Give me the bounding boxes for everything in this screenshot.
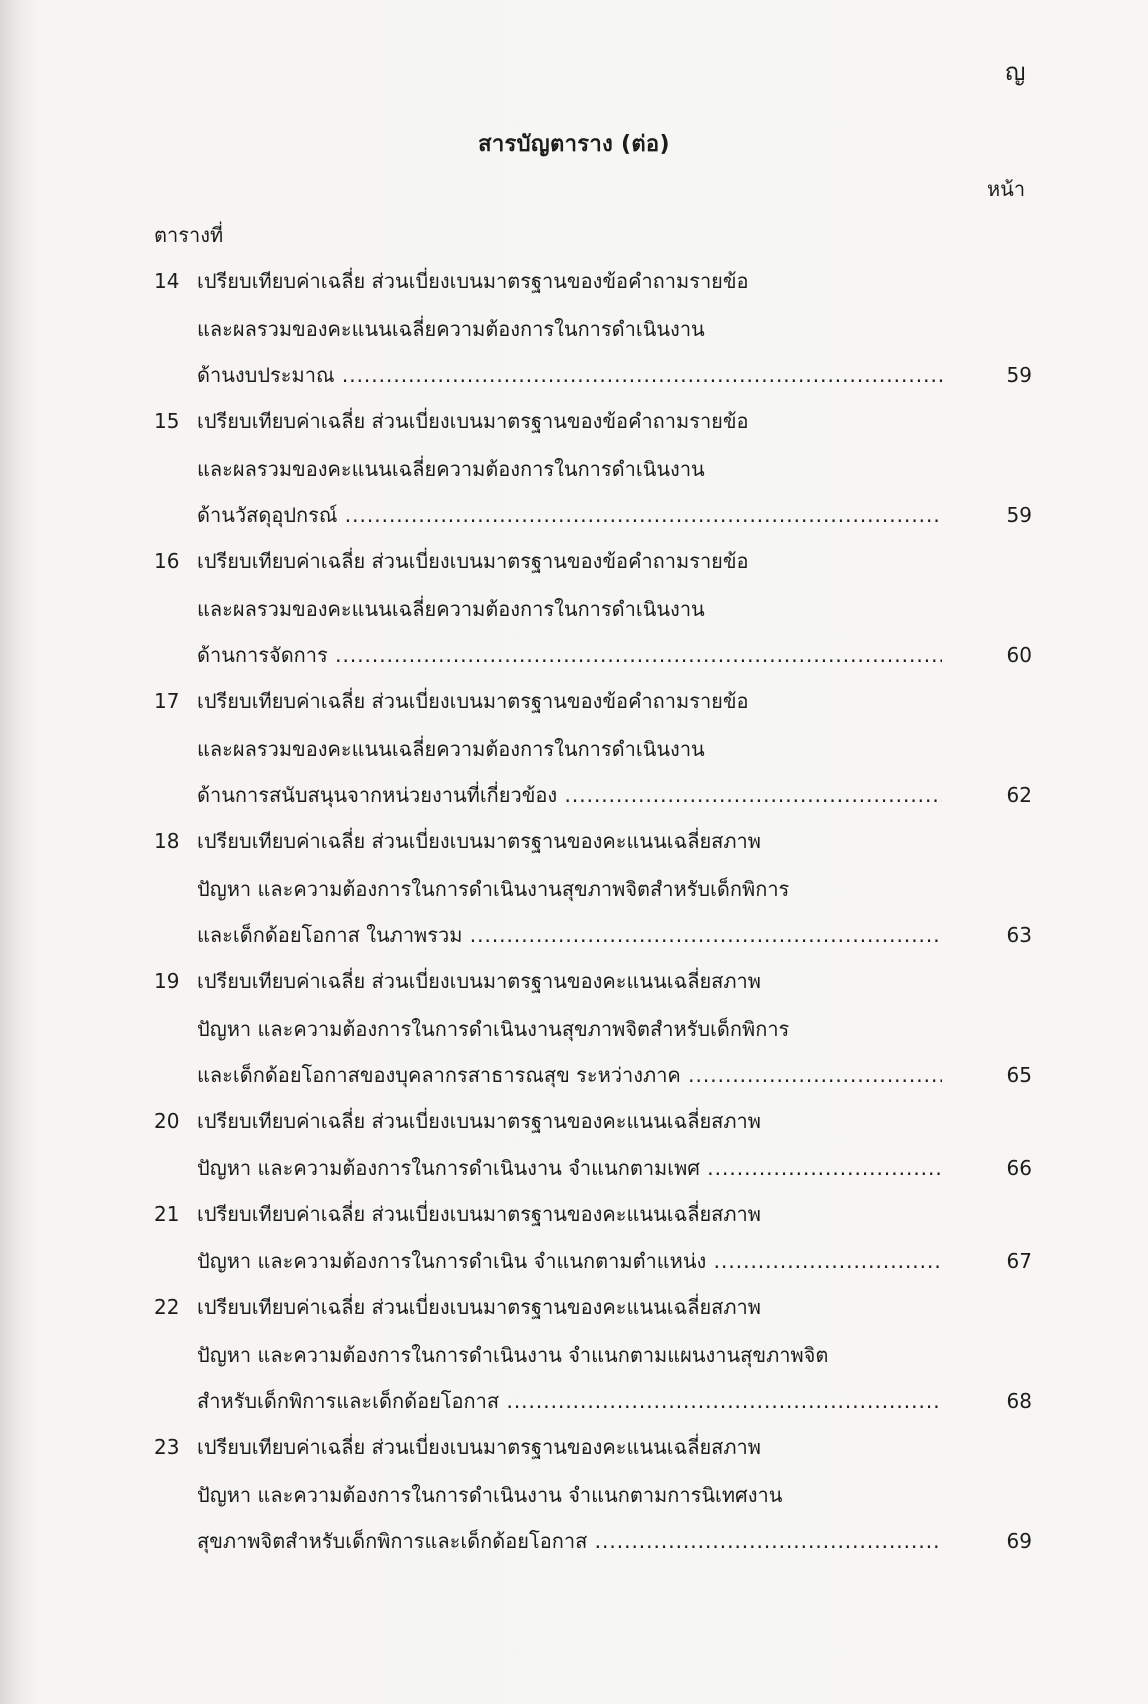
table-number: 14 bbox=[154, 269, 180, 293]
toc-entry-text: เปรียบเทียบค่าเฉลี่ย ส่วนเบี่ยงเบนมาตรฐานของข้อคำถามรายข้อ bbox=[197, 689, 749, 713]
toc-entry-line bbox=[0, 306, 1148, 352]
page-number: 63 bbox=[1006, 923, 1032, 947]
page-number: 62 bbox=[1006, 783, 1032, 807]
toc-entry-text: ด้านการสนับสนุนจากหน่วยงานที่เกี่ยวข้อง ..... bbox=[197, 772, 942, 818]
toc-entry-text: ปัญหา และความต้องการในการดำเนินงานสุขภาพจิตสำหรับเด็กพิการ bbox=[197, 877, 790, 901]
toc-entry-text: เปรียบเทียบค่าเฉลี่ย ส่วนเบี่ยงเบนมาตรฐานของคะแนนเฉลี่ยสภาพ bbox=[197, 829, 761, 853]
toc-entry-text: ด้านการจัดการ ..... bbox=[197, 632, 942, 678]
toc-entry-line bbox=[0, 446, 1148, 492]
toc-entry bbox=[0, 1284, 1148, 1424]
toc-entry-line bbox=[0, 632, 1148, 678]
toc-entry-line bbox=[0, 866, 1148, 912]
table-number: 22 bbox=[154, 1295, 180, 1319]
toc-entry-line bbox=[0, 1472, 1148, 1518]
toc-entry-line bbox=[0, 726, 1148, 772]
toc-entry-text: เปรียบเทียบค่าเฉลี่ย ส่วนเบี่ยงเบนมาตรฐานของข้อคำถามรายข้อ bbox=[197, 409, 749, 433]
table-of-contents-list bbox=[0, 258, 1148, 1564]
toc-entry-text: ปัญหา และความต้องการในการดำเนินงาน จำแนกตามเพศ ..... bbox=[197, 1145, 942, 1191]
table-column-label: ตารางที่ bbox=[154, 223, 224, 247]
page-title: สารบัญตาราง (ต่อ) bbox=[478, 132, 670, 157]
table-number: 15 bbox=[154, 409, 180, 433]
toc-entry bbox=[0, 538, 1148, 678]
toc-entry-line bbox=[0, 1052, 1148, 1098]
page-number: 67 bbox=[1006, 1249, 1032, 1273]
toc-entry-text: ปัญหา และความต้องการในการดำเนินงาน จำแนกตามแผนงานสุขภาพจิต bbox=[197, 1343, 829, 1367]
toc-entry-line bbox=[0, 1378, 1148, 1424]
table-number: 16 bbox=[154, 549, 180, 573]
toc-entry-text: ปัญหา และความต้องการในการดำเนินงานสุขภาพจิตสำหรับเด็กพิการ bbox=[197, 1017, 790, 1041]
toc-entry bbox=[0, 1424, 1148, 1564]
toc-entry-line bbox=[0, 1006, 1148, 1052]
page-marker: ญ bbox=[1005, 58, 1026, 86]
page-number: 68 bbox=[1006, 1389, 1032, 1413]
toc-entry-line bbox=[0, 1518, 1148, 1564]
table-number: 19 bbox=[154, 969, 180, 993]
toc-entry-text: และผลรวมของคะแนนเฉลี่ยความต้องการในการดำเนินงาน bbox=[197, 317, 705, 341]
toc-entry bbox=[0, 1098, 1148, 1191]
page-number: 60 bbox=[1006, 643, 1032, 667]
toc-entry-line bbox=[0, 258, 1148, 306]
toc-entry bbox=[0, 1191, 1148, 1284]
toc-entry-line bbox=[0, 772, 1148, 818]
toc-entry-text: และผลรวมของคะแนนเฉลี่ยความต้องการในการดำเนินงาน bbox=[197, 457, 705, 481]
toc-entry-text: เปรียบเทียบค่าเฉลี่ย ส่วนเบี่ยงเบนมาตรฐานของข้อคำถามรายข้อ bbox=[197, 269, 749, 293]
table-number: 21 bbox=[154, 1202, 180, 1226]
toc-entry-text: และผลรวมของคะแนนเฉลี่ยความต้องการในการดำเนินงาน bbox=[197, 597, 705, 621]
toc-entry-text: เปรียบเทียบค่าเฉลี่ย ส่วนเบี่ยงเบนมาตรฐานของคะแนนเฉลี่ยสภาพ bbox=[197, 1435, 761, 1459]
toc-entry-line bbox=[0, 352, 1148, 398]
table-number: 17 bbox=[154, 689, 180, 713]
toc-entry bbox=[0, 398, 1148, 538]
toc-entry bbox=[0, 258, 1148, 398]
toc-entry-line bbox=[0, 1098, 1148, 1145]
table-number: 20 bbox=[154, 1109, 180, 1133]
toc-entry-text: ปัญหา และความต้องการในการดำเนินงาน จำแนกตามการนิเทศงาน bbox=[197, 1483, 783, 1507]
toc-entry-text: ปัญหา และความต้องการในการดำเนิน จำแนกตามตำแหน่ง ..... bbox=[197, 1238, 942, 1284]
toc-entry-text: เปรียบเทียบค่าเฉลี่ย ส่วนเบี่ยงเบนมาตรฐานของคะแนนเฉลี่ยสภาพ bbox=[197, 1109, 761, 1133]
toc-entry-line bbox=[0, 678, 1148, 726]
page-number: 66 bbox=[1006, 1156, 1032, 1180]
table-number: 23 bbox=[154, 1435, 180, 1459]
toc-entry-line bbox=[0, 1424, 1148, 1472]
toc-entry-line bbox=[0, 538, 1148, 586]
toc-entry-line bbox=[0, 586, 1148, 632]
page-number: 65 bbox=[1006, 1063, 1032, 1087]
toc-entry-line bbox=[0, 398, 1148, 446]
toc-entry-line bbox=[0, 1238, 1148, 1284]
toc-entry-line bbox=[0, 492, 1148, 538]
toc-entry-text: สุขภาพจิตสำหรับเด็กพิการและเด็กด้อยโอกาส ..... bbox=[197, 1518, 942, 1564]
toc-entry-text: ด้านงบประมาณ ..... bbox=[197, 352, 942, 398]
toc-entry bbox=[0, 818, 1148, 958]
toc-entry bbox=[0, 958, 1148, 1098]
toc-entry bbox=[0, 678, 1148, 818]
toc-entry-text: และเด็กด้อยโอกาสของบุคลากรสาธารณสุข ระหว่างภาค ..... bbox=[197, 1052, 942, 1098]
toc-entry-line bbox=[0, 1145, 1148, 1191]
toc-entry-text: และผลรวมของคะแนนเฉลี่ยความต้องการในการดำเนินงาน bbox=[197, 737, 705, 761]
toc-entry-line bbox=[0, 958, 1148, 1006]
toc-entry-line bbox=[0, 1284, 1148, 1332]
toc-entry-line bbox=[0, 818, 1148, 866]
toc-entry-text: เปรียบเทียบค่าเฉลี่ย ส่วนเบี่ยงเบนมาตรฐานของคะแนนเฉลี่ยสภาพ bbox=[197, 1295, 761, 1319]
toc-entry-text: และเด็กด้อยโอกาส ในภาพรวม ..... bbox=[197, 912, 942, 958]
toc-entry-line bbox=[0, 912, 1148, 958]
table-number: 18 bbox=[154, 829, 180, 853]
toc-entry-line bbox=[0, 1332, 1148, 1378]
page-number: 69 bbox=[1006, 1529, 1032, 1553]
toc-entry-text: ด้านวัสดุอุปกรณ์ ..... bbox=[197, 492, 942, 538]
page-number: 59 bbox=[1006, 363, 1032, 387]
toc-entry-text: เปรียบเทียบค่าเฉลี่ย ส่วนเบี่ยงเบนมาตรฐานของคะแนนเฉลี่ยสภาพ bbox=[197, 969, 761, 993]
toc-entry-line bbox=[0, 1191, 1148, 1238]
toc-entry-text: เปรียบเทียบค่าเฉลี่ย ส่วนเบี่ยงเบนมาตรฐานของข้อคำถามรายข้อ bbox=[197, 549, 749, 573]
page-number: 59 bbox=[1006, 503, 1032, 527]
page-column-label: หน้า bbox=[987, 177, 1026, 201]
toc-entry-text: สำหรับเด็กพิการและเด็กด้อยโอกาส ..... bbox=[197, 1378, 942, 1424]
toc-entry-text: เปรียบเทียบค่าเฉลี่ย ส่วนเบี่ยงเบนมาตรฐานของคะแนนเฉลี่ยสภาพ bbox=[197, 1202, 761, 1226]
